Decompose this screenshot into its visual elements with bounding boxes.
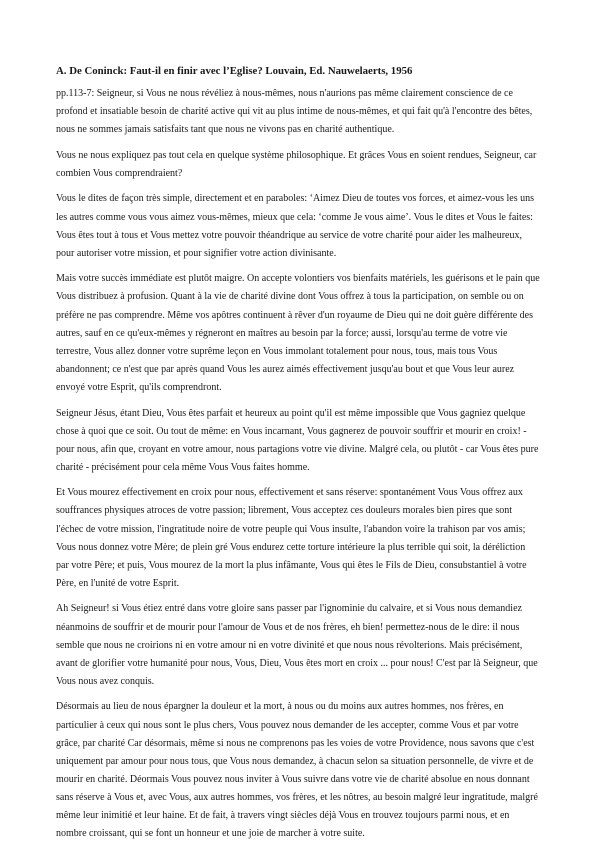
- paragraph: Vous le dites de façon très simple, directement et en paraboles: ‘Aimez Dieu de toutes vos forces, et aimez-vous les uns les autres comme vous vous aimez vous-mêmes, mieux que cela: ‘comme Je vous aime’. Vous le dites et Vous le faites: Vous êtes tout à tous et Vous mettez votre pouvoir théandrique au service de votre charité pour aider les malheureux, pour autoriser votre mission, et pour signifier votre action divinisante.: [56, 193, 535, 259]
- paragraph: Mais votre succès immédiate est plutôt maigre. On accepte volontiers vos bienfaits matériels, les guérisons et le pain que Vous distribuez à profusion. Quant à la vie de charité divine dont Vous offrez à tous la participation, on semble ou on préfère ne pas comprendre. Même vos apôtres continuent à rêver d'un royaume de Dieu qui ne doit guère différente des autres, sauf en ce qu'eux-mêmes y régneront en maîtres au besoin par la force; aussi, lorsqu'au terme de votre vie terrestre, Vous allez donner votre suprême leçon en Vous immolant totalement pour nous, tous, mais tous Vous abandonnent; ce n'est que par après quand Vous les aurez aimés effectivement jusqu'au bout et que Vous leur aurez envoyé votre Esprit, qu'ils comprendront.: [56, 273, 540, 393]
- paragraph: Vous ne nous expliquez pas tout cela en quelque système philosophique. Et grâces Vous en soient rendues, Seigneur, car combien Vous comprendraient?: [56, 149, 537, 179]
- paragraph: Et Vous mourez effectivement en croix pour nous, effectivement et sans réserve: spontanément Vous Vous offrez aux souffrances physiques atroces de votre passion; librement, Vous acceptez ces douleurs morales bien pires que sont l'échec de votre mission, l'ingratitude noire de votre peuple qui Vous insulte, l'abandon voire la trahison par vos amis; Vous nous donnez votre Mère; de plein gré Vous endurez cette torture intérieure la plus terrible qui soit, la déréliction par votre Père; et puis, Vous mourez de la mort la plus infâmante, Vous qui êtes le Fils de Dieu, consubstantiel à votre Père, en l'unité de votre Esprit.: [56, 487, 527, 589]
- document-title: A. De Coninck: Faut-il en finir avec l’Eglise? Louvain, Ed. Nauwelaerts, 1956: [56, 65, 413, 77]
- paragraph: Désormais au lieu de nous épargner la douleur et la mort, à nous ou du moins aux autres hommes, nos frères, en particulier à ceux qui nous sont le plus chers, Vous pouvez nous demander de les accepter, comme Vous et par votre grâce, par charité Car désormais, même si nous ne comprenons pas les voies de votre Providence, nous savons que c'est uniquement par amour pour nous tous, que Vous nous demandez, à chacun selon sa situation personnelle, de vivre et de mourir en charité. Déormais Vous pouvez nous inviter à Vous suivre dans votre vie de charité absolue en nous donnant sans réserve à Vous et, avec Vous, aux autres hommes, vos frères, et les nôtres, au besoin malgré leur ingratitude, malgré même leur inimitié et leur haine. Et de fait, à travers vingt siècles déjà Vous en trouvez toujours parmi nous, et en nombre croissant, qui se font un honneur et une joie de marcher à votre suite.: [56, 701, 538, 840]
- paragraph: Seigneur Jésus, étant Dieu, Vous êtes parfait et heureux au point qu'il est même impossible que Vous gagniez quelque chose à quoi que ce soit. Ou tout de même: en Vous incarnant, Vous gagnerez de pouvoir souffrir et mourir en croix! - pour nous, afin que, croyant en votre amour, nous partagions votre vie divine. Malgré cela, ou plutôt - car Vous êtes pure charité - précisément pour cela même Vous Vous faites homme.: [56, 407, 539, 473]
- paragraph: Ah Seigneur! si Vous étiez entré dans votre gloire sans passer par l'ignominie du calvaire, et si Vous nous demandiez néanmoins de souffrir et de mourir pour l'amour de Vous et de nos frères, eh bien! permettez-nous de le dire: il nous semble que nous ne croirions ni en votre amour ni en votre divinité et que nous nous révolterions. Mais précisément, avant de glorifier votre humanité pour nous, Vous, Dieu, Vous êtes mort en croix ... pour nous! C'est par là Seigneur, que Vous nous avez conquis.: [56, 603, 538, 687]
- document-page: [56, 64, 540, 851]
- paragraph: pp.113-7: Seigneur, si Vous ne nous révéliez à nous-mêmes, nous n'aurions pas même clairement conscience de ce profond et insatiable besoin de charité active qui vit au plus intime de nous-mêmes, et qui fait qu'à l'encontre des bêtes, nous ne sommes jamais satisfaits tant que nous ne vivons pas en charité authentique.: [56, 88, 533, 136]
